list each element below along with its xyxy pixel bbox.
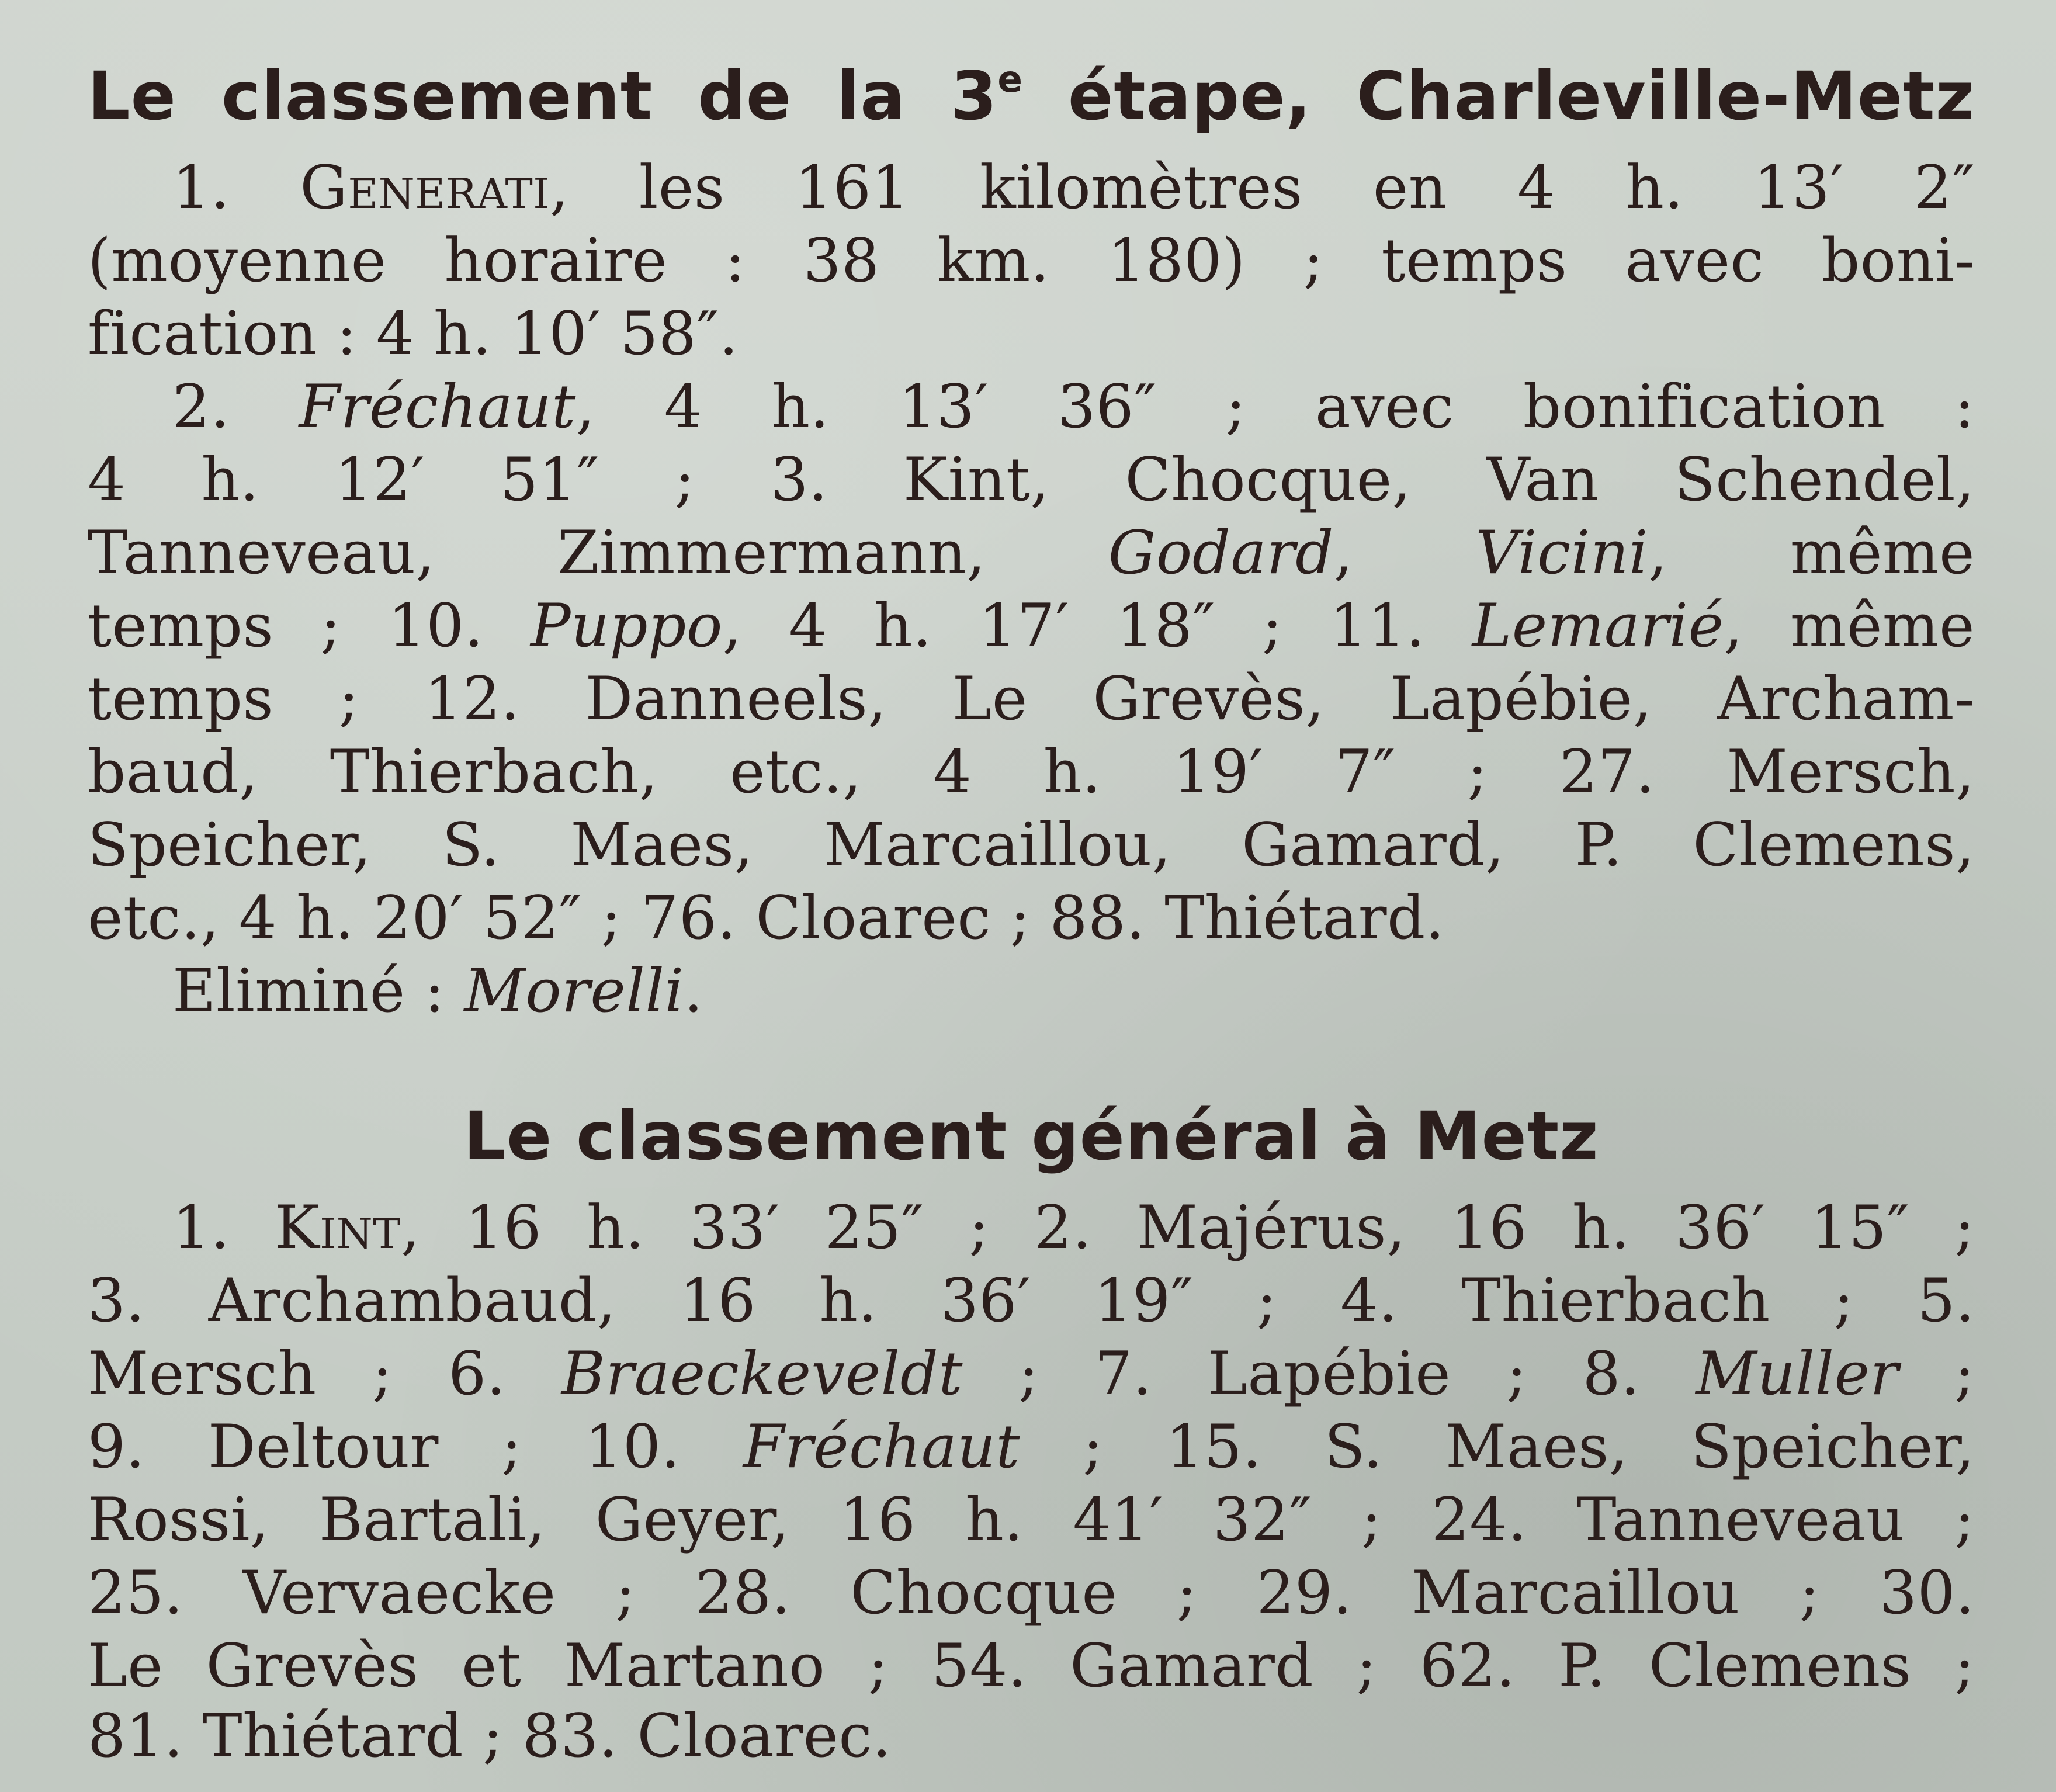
stage-line-11: etc., 4 h. 20′ 52″ ; 76. Cloarec ; 88. Thiétard. — [88, 883, 1445, 953]
stage-line-7: temps ; 10. Puppo, 4 h. 17′ 18″ ; 11. Lemarié, même — [88, 591, 1975, 661]
stage-line-4: 2. Fréchaut, 4 h. 13′ 36″ ; avec bonification : — [172, 372, 1975, 442]
stage-line-3: fication : 4 h. 10′ 58″. — [88, 299, 739, 369]
rider-puppo: Puppo — [531, 591, 723, 661]
stage-line-9: baud, Thierbach, etc., 4 h. 19′ 7″ ; 27. Mersch, — [88, 737, 1975, 807]
stage-line-8: temps ; 12. Danneels, Le Grevès, Lapébie, Archam- — [88, 664, 1975, 734]
general-line-2: 3. Archambaud, 16 h. 36′ 19″ ; 4. Thierbach ; 5. — [88, 1266, 1975, 1336]
general-line-7: Le Grevès et Martano ; 54. Gamard ; 62. P. Clemens ; — [88, 1631, 1975, 1701]
rider-vicini: Vicini — [1475, 518, 1649, 588]
stage-title-after: étape, Charleville-Metz — [1022, 57, 1975, 135]
general-line-5: Rossi, Bartali, Geyer, 16 h. 41′ 32″ ; 24. Tanneveau ; — [88, 1485, 1975, 1555]
stage-winner: Generati — [300, 153, 550, 223]
rider-braeckeveldt: Braeckeveldt — [561, 1339, 963, 1409]
general-line-1: 1. Kint, 16 h. 33′ 25″ ; 2. Majérus, 16 h. 36′ 15″ ; — [172, 1193, 1975, 1263]
general-line-4: 9. Deltour ; 10. Fréchaut ; 15. S. Maes, Speicher, — [88, 1412, 1975, 1482]
general-line-6: 25. Vervaecke ; 28. Chocque ; 29. Marcaillou ; 30. — [88, 1558, 1975, 1628]
stage-title-superscript: e — [997, 57, 1023, 100]
newspaper-clipping — [88, 23, 1975, 1770]
general-line-3: Mersch ; 6. Braeckeveldt ; 7. Lapébie ; 8. Muller ; — [88, 1339, 1975, 1409]
stage-line-6: Tanneveau, Zimmermann, Godard, Vicini, même — [88, 518, 1975, 588]
stage-line-1: 1. Generati, les 161 kilomètres en 4 h. 13′ 2″ — [172, 153, 1975, 223]
stage-results-heading — [88, 58, 1975, 134]
stage-line-2: (moyenne horaire : 38 km. 180) ; temps avec boni- — [88, 226, 1975, 296]
rider-morelli: Morelli — [464, 956, 684, 1026]
stage-line-12: Eliminé : Morelli. — [172, 956, 703, 1026]
general-line-8: 81. Thiétard ; 83. Cloarec. — [88, 1701, 892, 1771]
rider-frechaut-general: Fréchaut — [743, 1412, 1020, 1482]
rider-godard: Godard — [1108, 518, 1334, 588]
rider-frechaut: Fréchaut — [299, 372, 576, 442]
stage-line-10: Speicher, S. Maes, Marcaillou, Gamard, P. Clemens, — [88, 810, 1975, 880]
rider-lemarie: Lemarié — [1472, 591, 1724, 661]
stage-line-5: 4 h. 12′ 51″ ; 3. Kint, Chocque, Van Schendel, — [88, 445, 1975, 515]
general-leader: Kint — [275, 1193, 401, 1263]
stage-title-before: Le classement de la 3 — [88, 57, 998, 135]
rider-muller: Muller — [1696, 1339, 1899, 1409]
general-classification-heading: Le classement général à Metz — [463, 1097, 1599, 1175]
